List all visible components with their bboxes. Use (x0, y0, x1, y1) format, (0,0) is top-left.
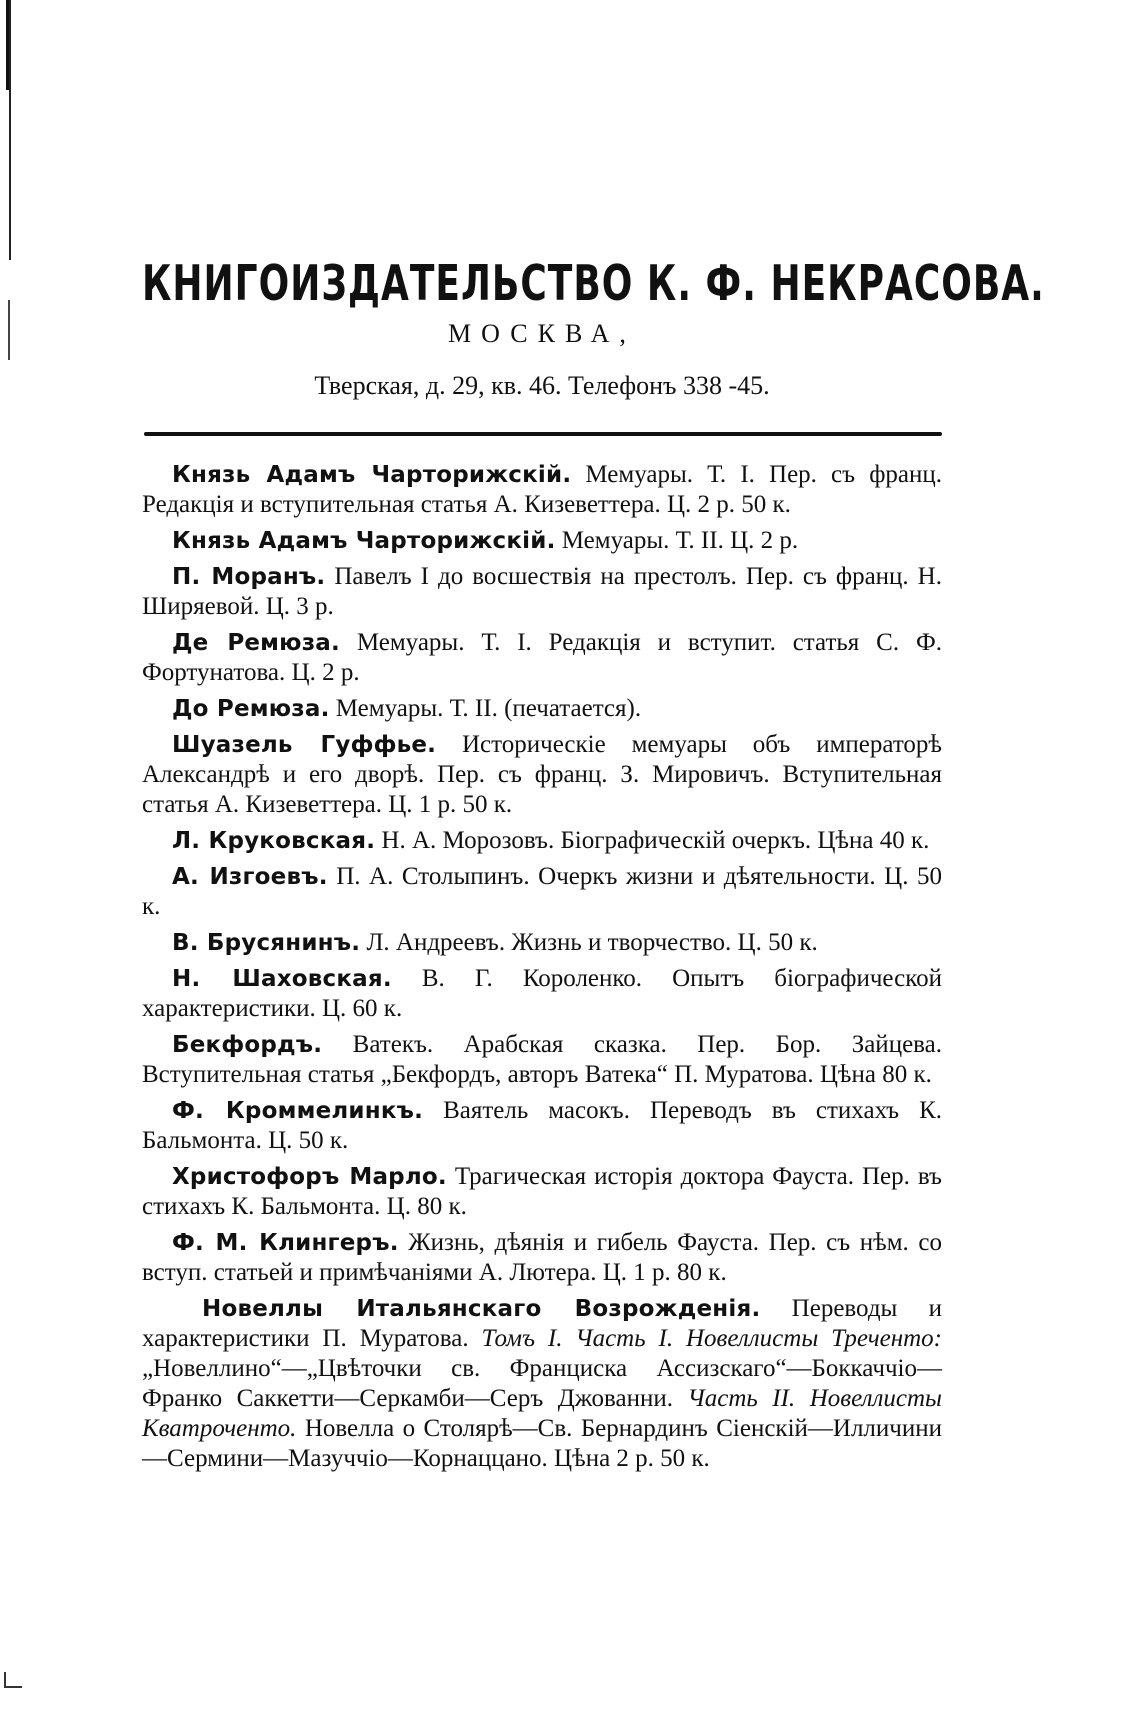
entry-author: Бекфордъ. (172, 1032, 323, 1058)
publisher-title: КНИГОИЗДАТЕЛЬСТВО К. Ф. НЕКРАСОВА. (142, 256, 1045, 312)
entry-author: В. Брусянинъ. (172, 930, 361, 956)
entry-text: „Новеллино“—„Цвѣточки св. Франциска Ассизскаго“—Боккаччіо—Франко Саккетти—Серкамби—Серъ Джованни. (142, 1355, 942, 1412)
divider-rule (144, 432, 942, 436)
catalog-entry (142, 928, 942, 958)
catalog-entry (142, 694, 942, 724)
address-line: Тверская, д. 29, кв. 46. Телефонъ 338 -45. (314, 371, 770, 400)
catalog-entry (142, 1030, 942, 1090)
catalog-entry (142, 562, 942, 622)
entry-text: Павелъ I до восшествія на престолъ. Пер. съ франц. Н. Ширяевой. Ц. 3 р. (142, 563, 942, 620)
entry-text: Мемуары. Т. I. Пер. съ франц. Редакція и вступительная статья А. Кизеветтера. Ц. 2 р. 50 к. (142, 461, 943, 518)
entry-author: Шуазель Гуффье. (172, 732, 437, 758)
catalog-entry (142, 460, 942, 520)
page-content (142, 256, 1045, 1480)
entry-text: П. А. Столыпинъ. Очеркъ жизни и дѣятельности. Ц. 50 к. (142, 863, 942, 920)
entry-text: Ваятель масокъ. Переводъ въ стихахъ К. Бальмонта. Ц. 50 к. (142, 1097, 942, 1154)
entry-author: До Ремюза. (172, 696, 330, 722)
catalog-entry (142, 1162, 942, 1222)
entry-author: Ф. Кроммелинкъ. (172, 1098, 424, 1124)
entry-text: В. Г. Короленко. Опытъ біографической характеристики. Ц. 60 к. (142, 965, 942, 1022)
crop-mark (4, 1672, 22, 1688)
entry-author: А. Изгоевъ. (172, 864, 328, 890)
catalog-entry (142, 730, 942, 820)
entry-author: Н. Шаховская. (172, 966, 392, 992)
entry-italic: Часть II. Новеллисты Кватроченто. (142, 1385, 942, 1442)
entry-text: Историческіе мемуары объ императорѣ Александрѣ и его дворѣ. Пер. съ франц. З. Мировичъ. Вступительная статья А. Кизеветтера. Ц. 1 р. 50 к. (142, 731, 942, 818)
entry-text: Переводы и характеристики П. Муратова. (142, 1295, 942, 1352)
entry-author: Князь Адамъ Чарторижскій. (172, 462, 572, 488)
catalog-entry (142, 1096, 942, 1156)
catalog-entry (142, 964, 942, 1024)
entry-text: Трагическая исторія доктора Фауста. Пер. въ стихахъ К. Бальмонта. Ц. 80 к. (142, 1163, 942, 1220)
catalog-entry (142, 628, 942, 688)
entry-text: Новелла о Столярѣ—Св. Бернардинъ Сіенскій—Илличини—Сермини—Мазуччіо—Корнаццано. Цѣна 2 р. 50 к. (142, 1415, 942, 1472)
entry-text: Жизнь, дѣянія и гибель Фауста. Пер. съ нѣм. со вступ. статьей и примѣчаніями А. Лютера. Ц. 1 р. 80 к. (142, 1229, 942, 1286)
page-edge-mark (8, 300, 10, 360)
catalog-entry (142, 1294, 942, 1474)
catalog-list (142, 460, 942, 1474)
entry-author: П. Моранъ. (172, 564, 326, 590)
entry-author: Князь Адамъ Чарторижскій. (172, 528, 556, 554)
entry-text: Л. Андреевъ. Жизнь и творчество. Ц. 50 к. (360, 929, 818, 956)
entry-text: Н. А. Морозовъ. Біографическій очеркъ. Цѣна 40 к. (375, 827, 930, 854)
page-edge-mark (9, 0, 11, 260)
entry-italic: Томъ I. Часть I. Новеллисты Треченто: (481, 1325, 943, 1352)
catalog-entry (142, 826, 942, 856)
entry-text: Мемуары. Т. II. (печатается). (329, 695, 642, 722)
catalog-entry (142, 526, 942, 556)
entry-author: Л. Круковская. (172, 828, 376, 854)
entry-text: Мемуары. Т. I. Редакція и вступит. статья С. Ф. Фортунатова. Ц. 2 р. (142, 629, 942, 686)
entry-author: Де Ремюза. (172, 630, 340, 656)
city-line: МОСКВА, (448, 319, 636, 348)
entry-text: Ватекъ. Арабская сказка. Пер. Бор. Зайцева. Вступительная статья „Бекфордъ, авторъ Ватека“ П. Муратова. Цѣна 80 к. (142, 1031, 942, 1088)
entry-author: Ф. М. Клингеръ. (172, 1230, 399, 1256)
entry-author: Христофоръ Марло. (172, 1164, 447, 1190)
catalog-entry (142, 862, 942, 922)
entry-text: Мемуары. Т. II. Ц. 2 р. (555, 527, 799, 554)
catalog-entry (142, 1228, 942, 1288)
entry-author: Новеллы Итальянскаго Возрожденія. (202, 1296, 761, 1322)
